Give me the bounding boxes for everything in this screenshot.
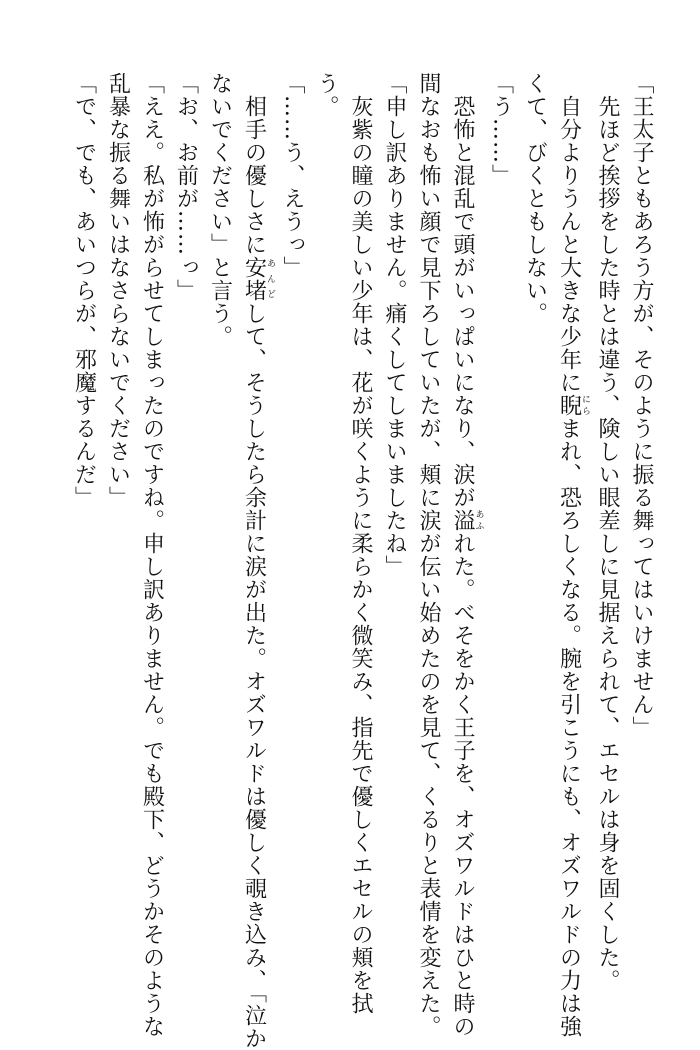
text-line-9: 灰紫の瞳の美しい少年は、花が咲くように柔らかく微笑み、指先で優しくエセルの頬を拭 [348,72,373,1015]
text-line-10: う。 [314,72,339,118]
text-line-12-part-b: して、そうしたら余計に涙が出た。オズワルドは優しく覗き込み、「泣か [241,302,267,1050]
text-line-14: 「お、お前が……っ」 [173,72,199,302]
text-line-2: 先ほど挨拶をした時とは違う、険しい眼差しに見据えられて、エセルは身を固くした。 [595,72,620,992]
text-line-6 [445,72,484,1038]
text-line-1: 「王太子ともあろう方が、そのように振る舞ってはいけません」 [629,72,654,739]
text-line-4: くて、びくともしない。 [522,72,548,325]
text-line-3-part-b: まれ、恐ろしくなる。腕を引こうにも、オズワルドの力は強 [556,417,582,1038]
text-line-16: 乱暴な振る舞いはなさらないでください」 [105,72,131,509]
text-line-5: 「う……」 [488,72,514,187]
text-line-3-part-a: 自分よりうんと大きな少年に [556,72,582,394]
text-line-3 [552,72,591,1038]
text-line-11: 「……う、えうっ」 [280,72,305,279]
text-line-12-part-a: 相手の優しさに [241,72,267,256]
text-line-17: 「で、でも、あいつらが、邪魔するんだ」 [71,72,97,509]
text-line-12 [237,72,276,1050]
text-line-6-part-a: 恐怖と混乱で頭がいっぱいになり、涙が [450,72,475,509]
text-line-13: ないでください」と言う。 [207,72,233,348]
text-line-15: 「ええ。私が怖がらせてしまったのですね。申し訳ありません。でも殿下、どうかそのような [139,72,165,1038]
ruby-afureta: 溢あふ [450,509,484,532]
text-line-7: 間なおも怖い顔で見下ろしていたが、頬に涙が伝い始めたのを見て、くるりと表情を変えた。 [416,72,441,1038]
text-line-8: 「申し訳ありません。痛くしてしまいましたね」 [382,72,407,578]
text-line-6-part-b: れた。べそをかく王子を、オズワルドはひと時の [450,532,475,1038]
vertical-text-body [67,72,659,1050]
ruby-niramare: 睨にら [556,394,590,417]
ruby-ando: 安堵あんど [241,256,275,302]
